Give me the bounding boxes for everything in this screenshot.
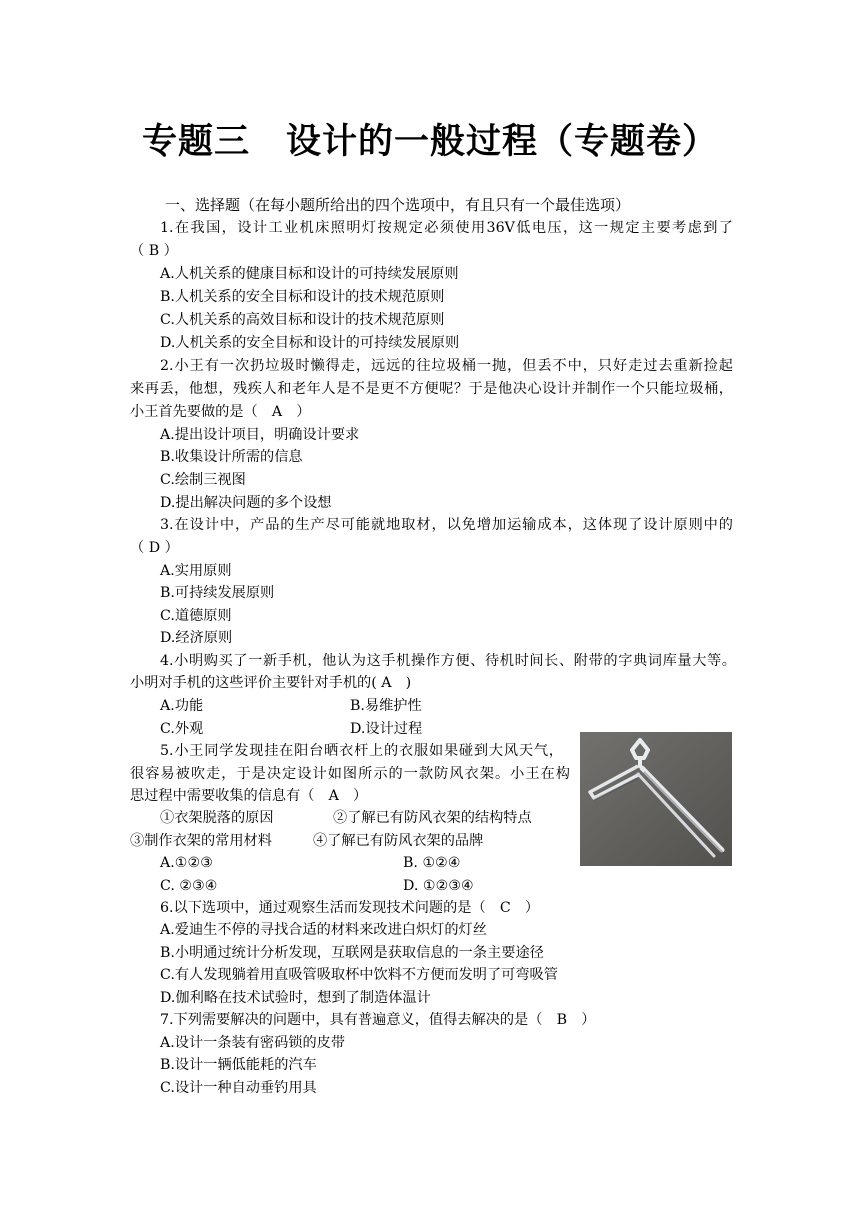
question-3-option-a: A.实用原则 (160, 563, 232, 579)
question-6-option-b: B.小明通过统计分析发现，互联网是获取信息的一条主要途径 (160, 945, 544, 961)
question-4-option-a: A.功能 (160, 698, 204, 714)
question-2-option-c: C.绘制三视图 (160, 472, 246, 488)
question-5-option-c: C. ②③④ (160, 878, 218, 894)
section-heading: 一、选择题（在每小题所给出的四个选项中，有且只有一个最佳选项） (165, 196, 631, 214)
question-6-stem: 6.以下选项中，通过观察生活而发现技术问题的是（ C ） (160, 900, 540, 916)
question-1-option-b: B.人机关系的安全目标和设计的技术规范原则 (160, 289, 445, 305)
question-1-stem-line-2: （ B ） (130, 243, 178, 259)
question-4-option-d: D.设计过程 (350, 721, 423, 737)
question-6-option-a: A.爱迪生不停的寻找合适的材料来改进白炽灯的灯丝 (160, 922, 487, 938)
question-2-option-a: A.提出设计项目，明确设计要求 (160, 427, 360, 443)
question-7-option-b: B.设计一辆低能耗的汽车 (160, 1057, 317, 1073)
question-5-stem-line-3: 思过程中需要收集的信息有（ A ） (130, 788, 368, 804)
question-1-option-d: D.人机关系的安全目标和设计的可持续发展原则 (160, 335, 460, 351)
question-7-stem: 7.下列需要解决的问题中，具有普遍意义，值得去解决的是（ B ） (160, 1012, 596, 1028)
question-3-stem-line-1: 3.在设计中，产品的生产尽可能就地取材，以免增加运输成本，这体现了设计原则中的 (160, 517, 733, 533)
question-7-option-a: A.设计一条装有密码锁的皮带 (160, 1035, 346, 1051)
question-4-stem-line-2: 小明对手机的这些评价主要针对手机的( A ) (130, 675, 412, 691)
question-2-option-b: B.收集设计所需的信息 (160, 449, 303, 465)
question-4-stem-line-1: 4.小明购买了一新手机，他认为这手机操作方便、待机时间长、附带的字典词库量大等。 (160, 653, 736, 669)
question-5-option-d: D. ①②③④ (403, 878, 474, 894)
question-6-option-c: C.有人发现躺着用直吸管吸取杯中饮料不方便而发明了可弯吸管 (160, 967, 558, 983)
question-2-stem-line-3: 小王首先要做的是（ A ） (130, 404, 311, 420)
question-5-option-b: B. ①②④ (403, 855, 461, 871)
question-2-stem-line-2: 来再丢，他想，残疾人和老年人是不是更不方便呢？于是他决心设计并制作一个只能垃圾桶， (130, 381, 733, 397)
question-5-info-4: ④了解已有防风衣架的品牌 (313, 833, 484, 849)
windproof-hanger-photo (580, 732, 732, 866)
question-6-option-d: D.伽利略在技术试验时，想到了制造体温计 (160, 990, 431, 1006)
question-2-option-d: D.提出解决问题的多个设想 (160, 495, 332, 511)
question-3-stem-line-2: （ D ） (130, 540, 179, 556)
question-5-info-3: ③制作衣架的常用材料 (130, 833, 272, 849)
question-3-option-c: C.道德原则 (160, 608, 232, 624)
question-4-option-b: B.易维护性 (350, 698, 422, 714)
question-3-option-d: D.经济原则 (160, 630, 233, 646)
page-title: 专题三 设计的一般过程（专题卷） (141, 122, 718, 162)
question-5-info-2: ②了解已有防风衣架的结构特点 (333, 810, 532, 826)
question-1-option-c: C.人机关系的高效目标和设计的技术规范原则 (160, 312, 445, 328)
question-4-option-c: C.外观 (160, 721, 204, 737)
question-5-stem-line-1: 5.小王同学发现挂在阳台晒衣杆上的衣服如果碰到大风天气， (160, 743, 563, 759)
question-5-option-a: A.①②③ (160, 855, 213, 871)
question-3-option-b: B.可持续发展原则 (160, 585, 275, 601)
question-7-option-c: C.设计一种自动垂钓用具 (160, 1080, 317, 1096)
question-1-stem-line-1: 1.在我国，设计工业机床照明灯按规定必须使用36V低电压，这一规定主要考虑到了 (160, 220, 733, 236)
question-5-info-1: ①衣架脱落的原因 (160, 810, 274, 826)
question-5-stem-line-2: 很容易被吹走，于是决定设计如图所示的一款防风衣架。小王在构 (130, 766, 570, 782)
question-1-option-a: A.人机关系的健康目标和设计的可持续发展原则 (160, 266, 459, 282)
question-2-stem-line-1: 2.小王有一次扔垃圾时懒得走，远远的往垃圾桶一抛，但丢不中，只好走过去重新捡起 (160, 358, 733, 374)
